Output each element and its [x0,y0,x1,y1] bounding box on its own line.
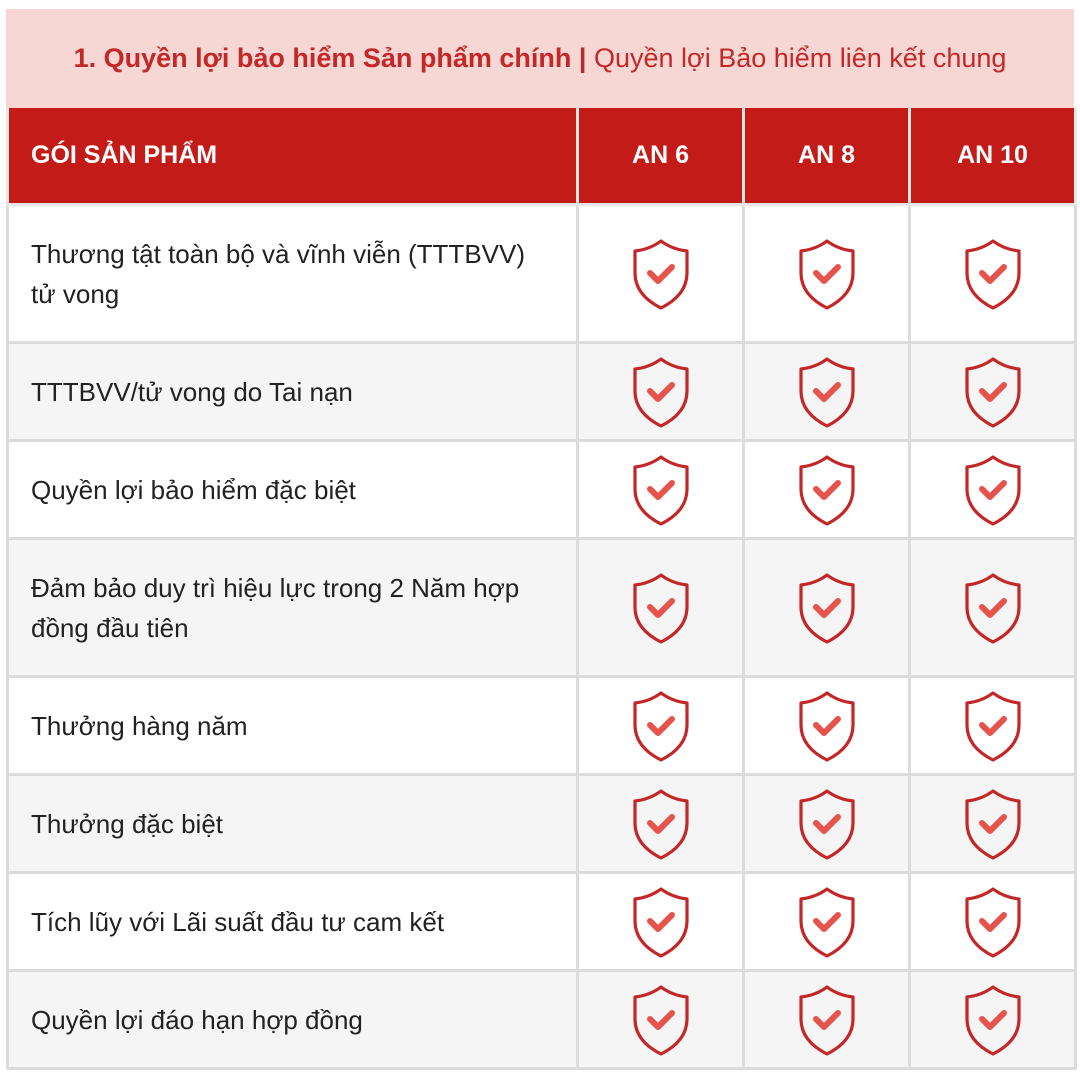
plan-cell [910,539,1076,677]
benefit-label: Tích lũy với Lãi suất đầu tư cam kết [8,873,578,971]
plan-cell [910,343,1076,441]
shield-check-icon [631,984,691,1056]
shield-check-icon [963,788,1023,860]
plan-cell [578,775,744,873]
shield-check-icon [631,454,691,526]
benefit-label: Quyền lợi bảo hiểm đặc biệt [8,441,578,539]
benefits-table [6,108,1077,1070]
plan-cell [744,775,910,873]
plan-cell [744,971,910,1069]
plan-cell [578,971,744,1069]
shield-check-icon [797,356,857,428]
shield-check-icon [797,984,857,1056]
table-row [8,539,1076,677]
table-row [8,205,1076,343]
benefit-label: Thưởng đặc biệt [8,775,578,873]
plan-cell [744,441,910,539]
benefit-label: Thương tật toàn bộ và vĩnh viễn (TTTBVV) tử vong [8,205,578,343]
benefit-label: Đảm bảo duy trì hiệu lực trong 2 Năm hợp đồng đầu tiên [8,539,578,677]
plan-cell [744,677,910,775]
shield-check-icon [631,788,691,860]
table-row [8,441,1076,539]
section-banner [6,9,1074,108]
plan-cell [578,343,744,441]
plan-cell [910,441,1076,539]
plan-cell [578,677,744,775]
shield-check-icon [631,238,691,310]
shield-check-icon [963,238,1023,310]
shield-check-icon [963,886,1023,958]
plan-cell [910,677,1076,775]
shield-check-icon [631,572,691,644]
shield-check-icon [631,690,691,762]
plan-cell [744,873,910,971]
benefit-label: TTTBVV/tử vong do Tai nạn [8,343,578,441]
plan-cell [910,205,1076,343]
header-product-label: GÓI SẢN PHẨM [8,108,578,205]
plan-cell [910,775,1076,873]
benefit-label: Thưởng hàng năm [8,677,578,775]
plan-cell [910,873,1076,971]
section-title-light: Quyền lợi Bảo hiểm liên kết chung [593,43,1007,73]
benefit-label: Quyền lợi đáo hạn hợp đồng [8,971,578,1069]
header-plan-an6: AN 6 [578,108,744,205]
table-row [8,873,1076,971]
plan-cell [744,343,910,441]
shield-check-icon [963,572,1023,644]
table-row [8,677,1076,775]
shield-check-icon [963,690,1023,762]
shield-check-icon [797,690,857,762]
shield-check-icon [963,356,1023,428]
shield-check-icon [797,788,857,860]
section-title-bold: 1. Quyền lợi bảo hiểm Sản phẩm chính | [73,43,587,73]
header-plan-an8: AN 8 [744,108,910,205]
shield-check-icon [963,454,1023,526]
header-plan-an10: AN 10 [910,108,1076,205]
table-row [8,971,1076,1069]
table-row [8,343,1076,441]
plan-cell [578,539,744,677]
plan-cell [744,539,910,677]
plan-cell [744,205,910,343]
plan-cell [578,205,744,343]
shield-check-icon [797,454,857,526]
shield-check-icon [631,356,691,428]
shield-check-icon [631,886,691,958]
shield-check-icon [797,238,857,310]
table-row [8,775,1076,873]
plan-cell [910,971,1076,1069]
shield-check-icon [797,886,857,958]
table-header-row [8,108,1076,205]
shield-check-icon [797,572,857,644]
shield-check-icon [963,984,1023,1056]
plan-cell [578,441,744,539]
plan-cell [578,873,744,971]
